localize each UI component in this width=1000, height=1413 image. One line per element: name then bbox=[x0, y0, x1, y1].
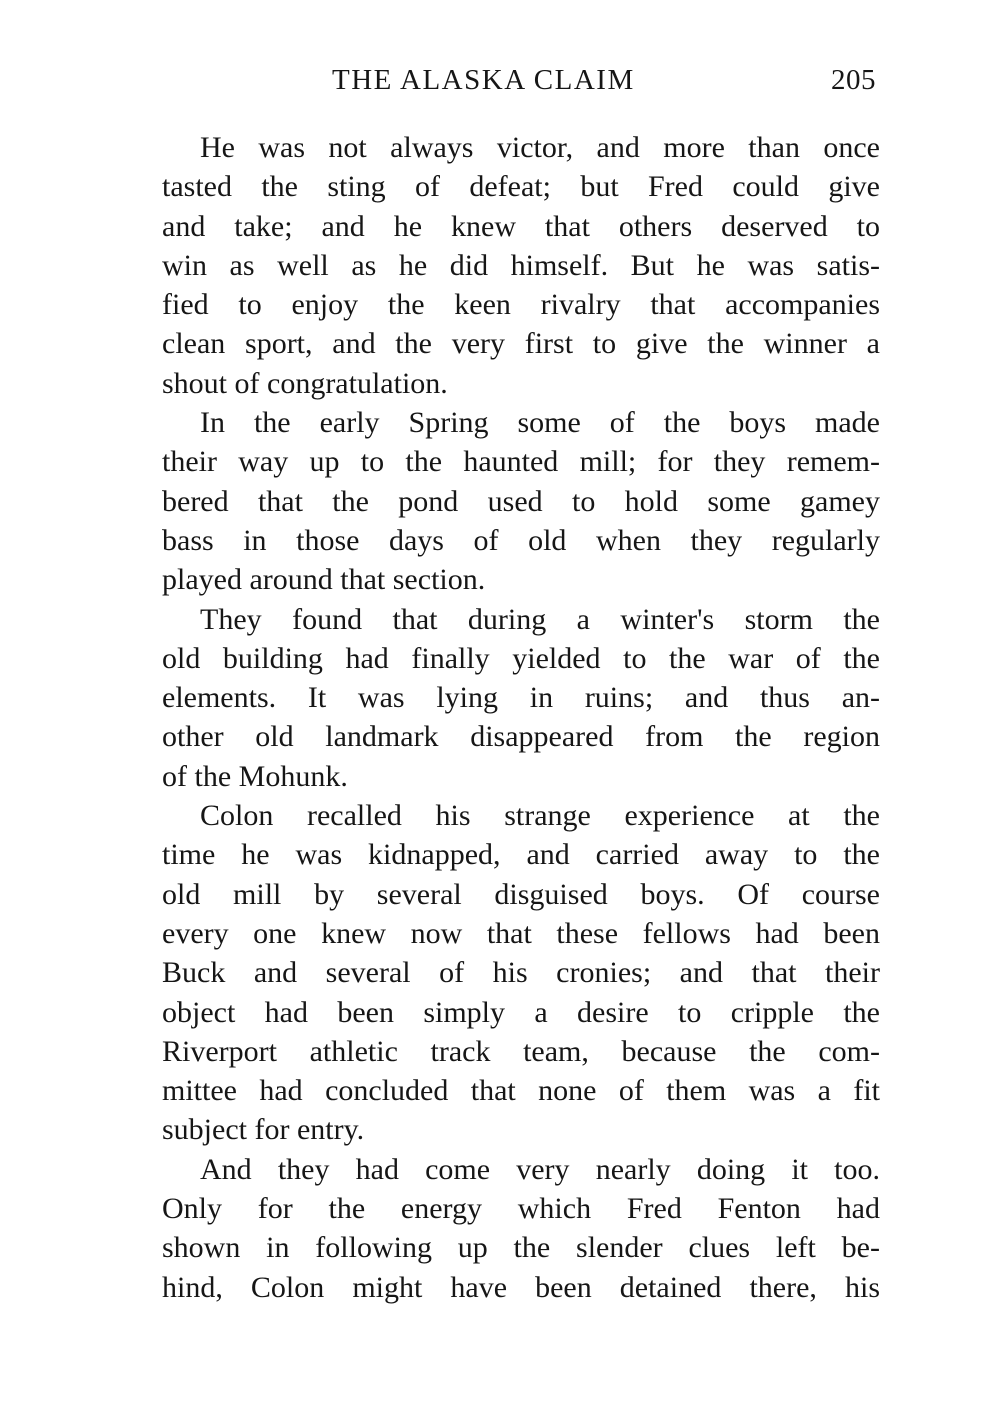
text-line: time he was kidnapped, and carried away to the bbox=[162, 838, 880, 872]
text-line: bass in those days of old when they regularly bbox=[162, 523, 880, 557]
running-title: THE ALASKA CLAIM bbox=[332, 64, 635, 96]
text-line: elements. It was lying in ruins; and thus an- bbox=[162, 681, 880, 715]
text-line: fied to enjoy the keen rivalry that accompanies bbox=[162, 288, 880, 322]
text-line: shown in following up the slender clues left be- bbox=[162, 1231, 880, 1265]
text-line: And they had come very nearly doing it too. bbox=[200, 1152, 880, 1186]
text-line: played around that section. bbox=[162, 563, 486, 597]
text-line: every one knew now that these fellows had been bbox=[162, 916, 880, 950]
text-line: Riverport athletic track team, because the com- bbox=[162, 1034, 880, 1068]
text-line: Only for the energy which Fred Fenton had bbox=[162, 1192, 880, 1226]
text-line: win as well as he did himself. But he was satis- bbox=[162, 248, 880, 282]
paragraph bbox=[162, 403, 880, 599]
text-line: Colon recalled his strange experience at the bbox=[200, 799, 880, 833]
paragraph bbox=[162, 796, 880, 1150]
text-line: subject for entry. bbox=[162, 1113, 365, 1147]
text-line: other old landmark disappeared from the region bbox=[162, 720, 880, 754]
text-line: clean sport, and the very first to give the winner a bbox=[162, 327, 880, 361]
text-line: tasted the sting of defeat; but Fred could give bbox=[162, 170, 880, 204]
text-line: He was not always victor, and more than once bbox=[200, 131, 880, 164]
text-line: their way up to the haunted mill; for they remem- bbox=[162, 445, 880, 479]
body-text bbox=[162, 128, 880, 1307]
text-line: old building had finally yielded to the war of the bbox=[162, 641, 880, 675]
running-head bbox=[162, 64, 880, 104]
page-number: 205 bbox=[831, 64, 876, 96]
paragraph bbox=[162, 128, 880, 403]
text-line: old mill by several disguised boys. Of course bbox=[162, 877, 880, 911]
text-line: In the early Spring some of the boys made bbox=[200, 406, 880, 440]
text-line: of the Mohunk. bbox=[162, 759, 348, 793]
text-line: hind, Colon might have been detained there, his bbox=[162, 1270, 880, 1304]
text-line: object had been simply a desire to cripple the bbox=[162, 995, 880, 1029]
text-line: and take; and he knew that others deserved to bbox=[162, 209, 880, 243]
text-line: Buck and several of his cronies; and that their bbox=[162, 956, 880, 990]
paragraph bbox=[162, 1150, 880, 1307]
text-line: bered that the pond used to hold some gamey bbox=[162, 484, 880, 518]
text-line: shout of congratulation. bbox=[162, 366, 448, 400]
text-line: They found that during a winter's storm the bbox=[200, 602, 880, 636]
paragraph bbox=[162, 600, 880, 796]
text-line: mittee had concluded that none of them was a fit bbox=[162, 1074, 880, 1108]
